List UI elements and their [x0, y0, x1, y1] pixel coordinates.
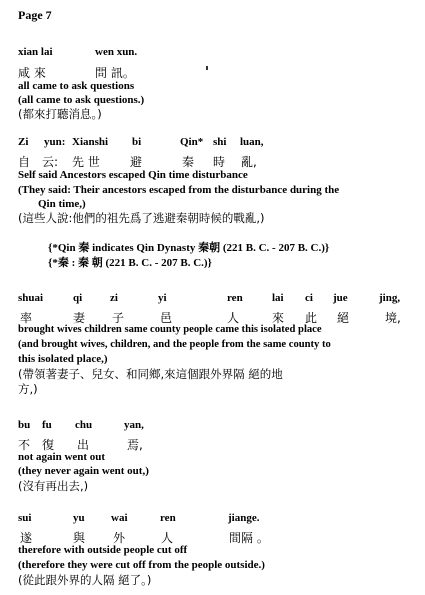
chinese-translation: (這些人說:他們的祖先爲了逃避秦朝時候的戰亂,)	[18, 211, 265, 225]
chinese-translation: (從此跟外界的人隔 絕了。)	[18, 573, 152, 587]
pinyin-token: ren	[160, 512, 176, 524]
pinyin-token: jue	[333, 292, 348, 304]
chinese-token: 外	[113, 531, 126, 545]
english-gloss: Self said Ancestors escaped Qin time disturbance	[18, 169, 248, 181]
pinyin-token: qi	[73, 292, 83, 304]
ink-speck	[206, 66, 208, 70]
english-paraphrase: this isolated place,)	[18, 353, 108, 365]
chinese-token: 人	[227, 311, 240, 325]
chinese-token: 咸 來	[18, 66, 46, 80]
pinyin-token: wen xun.	[95, 46, 138, 58]
chinese-token: 云:	[42, 155, 59, 169]
chinese-translation: (沒有再出去,)	[18, 479, 89, 493]
chinese-token: 焉,	[127, 438, 143, 452]
pinyin-token: chu	[75, 419, 93, 431]
pinyin-token: ci	[305, 292, 313, 304]
pinyin-token: bu	[18, 419, 31, 431]
chinese-token: 子	[112, 311, 125, 325]
english-gloss: therefore with outside people cut off	[18, 544, 188, 556]
pinyin-token: ren	[227, 292, 243, 304]
pinyin-token: sui	[18, 512, 32, 524]
pinyin-token: yi	[158, 292, 167, 304]
english-gloss: brought wives children same county people came this isolated place	[18, 324, 322, 335]
chinese-token: 妻	[73, 311, 86, 325]
english-paraphrase: (all came to ask questions.)	[18, 94, 145, 106]
pinyin-token: jing,	[379, 292, 401, 304]
english-paraphrase: (They said: Their ancestors escaped from the disturbance during the	[18, 184, 340, 196]
chinese-token: 此	[305, 311, 318, 325]
pinyin-token: lai	[272, 292, 284, 304]
english-paraphrase: (therefore they were cut off from the people outside.)	[18, 559, 265, 571]
chinese-token: 避	[130, 155, 143, 169]
english-paraphrase: Qin time,)	[38, 198, 86, 210]
chinese-token: 來	[272, 311, 285, 325]
chinese-token: 不	[18, 438, 31, 452]
chinese-token: 時	[213, 155, 226, 169]
chinese-token: 遂	[20, 531, 33, 545]
pinyin-token: Qin*	[180, 136, 204, 148]
pinyin-token: yu	[73, 512, 85, 524]
dynasty-note: {*Qin 秦 indicates Qin Dynasty 秦朝 (221 B. C. - 207 B. C.)}	[48, 242, 330, 254]
pinyin-token: luan,	[240, 136, 264, 148]
chinese-translation: (帶領著妻子、兒女、和同鄉,來這個跟外界隔 絕的地	[18, 367, 283, 381]
chinese-token: 出	[77, 438, 90, 452]
chinese-token: 自	[18, 155, 31, 169]
chinese-token: 邑	[160, 311, 173, 325]
chinese-translation: (都來打聽消息。)	[18, 107, 102, 121]
chinese-token: 境,	[385, 311, 401, 325]
pinyin-token: yan,	[124, 419, 144, 431]
chinese-token: 先 世	[72, 155, 100, 169]
english-gloss: all came to ask questions	[18, 80, 135, 92]
dynasty-note: {*秦 : 秦 朝 (221 B. C. - 207 B. C.)}	[48, 257, 212, 269]
english-gloss: not again went out	[18, 451, 106, 463]
page-number: Page 7	[18, 8, 52, 22]
pinyin-token: fu	[42, 419, 52, 431]
pinyin-token: shi	[213, 136, 227, 148]
chinese-token: 復	[42, 438, 55, 452]
chinese-token: 絕	[337, 311, 350, 325]
pinyin-token: jiange.	[228, 512, 260, 524]
pinyin-token: shuai	[18, 292, 44, 304]
pinyin-token: wai	[111, 512, 128, 524]
pinyin-token: Zi	[18, 136, 29, 148]
chinese-token: 秦	[182, 155, 195, 169]
pinyin-token: zi	[110, 292, 118, 304]
chinese-translation: 方,)	[18, 382, 38, 396]
pinyin-token: Xianshi	[72, 136, 109, 148]
chinese-token: 與	[73, 531, 86, 545]
chinese-token: 問 訊。	[95, 66, 135, 80]
english-paraphrase: (and brought wives, children, and the people from the same county to	[18, 339, 331, 350]
chinese-token: 人	[161, 531, 174, 545]
chinese-token: 亂,	[241, 155, 257, 169]
pinyin-token: yun:	[44, 136, 66, 148]
pinyin-token: bi	[132, 136, 142, 148]
chinese-token: 率	[20, 311, 33, 325]
chinese-token: 間隔 。	[229, 531, 269, 545]
english-paraphrase: (they never again went out,)	[18, 465, 149, 477]
pinyin-token: xian lai	[18, 46, 53, 58]
